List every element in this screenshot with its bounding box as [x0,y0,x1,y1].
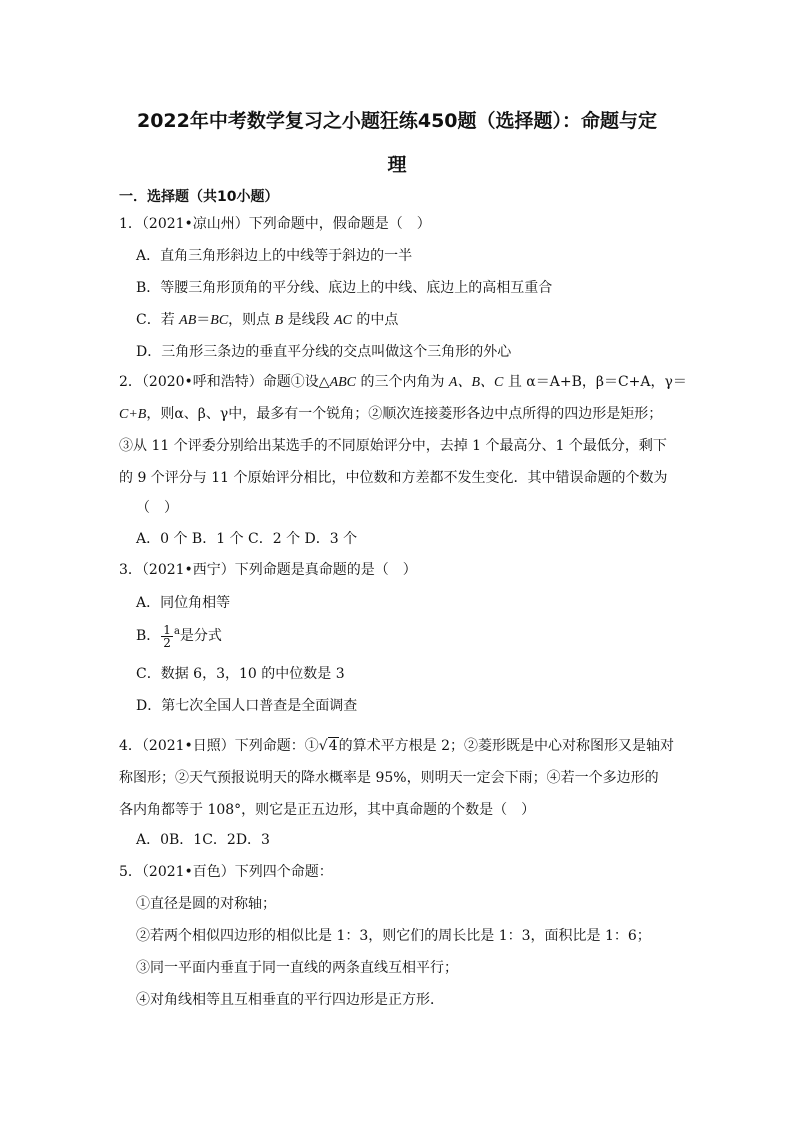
q2-l2-post: ，则α、β、γ中，最多有一个锐角；②顺次连接菱形各边中点所得的四边形是矩形； [146,406,663,422]
question-4-line-1 [119,736,679,756]
question-4-options: A．0B．1C．2D．3 [136,832,270,848]
fraction-numerator: 1 [163,622,171,637]
question-3-stem: 3．（2021•西宁）下列命题是真命题的是（ ） [119,562,417,578]
question-4-line-3: 各内角都等于 108°，则它是正五边形，其中真命题的个数是（ ） [119,802,536,818]
question-2-options: A．0 个 B．1 个 C．2 个 D．3 个 [136,531,358,547]
title-line-2: 理 [387,154,407,176]
question-5-item-2: ②若两个相似四边形的相似比是 1：3，则它们的周长比是 1：3，面积比是 1：6； [136,928,651,944]
sqrt-symbol: √4 [318,738,338,754]
question-1-option-a: A．直角三角形斜边上的中线等于斜边的一半 [136,248,413,264]
question-1-option-b: B．等腰三角形顶角的平分线、底边上的中线、底边上的高相互重合 [136,280,553,296]
q1c-ab: AB [179,313,197,328]
question-5-item-1: ①直径是圆的对称轴； [136,896,276,912]
fraction-one-half [161,624,173,649]
q3b-var: a [173,626,180,637]
q1c-b: B [274,313,284,328]
question-3-option-a: A．同位角相等 [136,595,231,611]
q1c-ac: AC [334,313,352,328]
question-2-line-2 [119,404,679,425]
q2-l2-pre: C+B [119,407,147,422]
title-line-1: 2022年中考数学复习之小题狂练450题（选择题）：命题与定 [136,110,658,132]
question-2-line-5: （ ） [136,500,178,516]
q1c-bc: BC [210,313,229,328]
q2-l1-abc2: A、B、C [448,375,504,390]
question-5-item-3: ③同一平面内垂直于同一直线的两条直线互相平行； [136,960,458,976]
q3b-post: 是分式 [179,628,222,644]
q1c-post: 的中点 [351,312,399,328]
page-title [110,99,684,187]
q2-l1-mid: 的三个内角为 [356,374,449,390]
q4-l1-pre: 4．（2021•日照）下列命题：① [119,738,319,754]
q1c-mid2: 是线段 [283,312,335,328]
question-5-item-4: ④对角线相等且互相垂直的平行四边形是正方形． [136,992,444,1008]
question-1-option-c [136,310,398,331]
question-4-line-2: 称图形；②天气预报说明天的降水概率是 95%，则明天一定会下雨；④若一个多边形的 [119,770,659,786]
q1c-pre: C．若 [136,312,180,328]
question-3-option-b [136,622,222,649]
section-heading: 一．选择题（共10小题） [119,189,279,205]
q1c-mid: ，则点 [228,312,275,328]
q1c-eq: ＝ [196,312,211,328]
question-3-option-c: C．数据 6，3，10 的中位数是 3 [136,666,345,682]
sqrt-radicand: 4 [328,738,338,754]
q4-l1-post: 的算术平方根是 2；②菱形既是中心对称图形又是轴对 [338,738,674,754]
question-3-option-d: D．第七次全国人口普查是全面调查 [136,698,358,714]
question-2-line-1 [119,372,687,393]
question-1-stem: 1．（2021•凉山州）下列命题中，假命题是（ ） [119,216,431,232]
q2-l1-post: 且 α＝A+B，β＝C+A，γ＝ [503,374,687,390]
q2-l1-pre: 2．（2020•呼和浩特）命题①设△ [119,374,330,390]
question-2-line-4: 的 9 个评分与 11 个原始评分相比，中位数和方差都不发生变化．其中错误命题的个数为 [119,470,668,486]
q2-l1-abc: ABC [329,375,357,390]
fraction-denominator: 2 [163,635,171,650]
question-1-option-d: D．三角形三条边的垂直平分线的交点叫做这个三角形的外心 [136,344,512,360]
q3b-pre: B． [136,628,161,644]
question-2-line-3: ③从 11 个评委分别给出某选手的不同原始评分中，去掉 1 个最高分、1 个最低分，剩下 [119,438,667,454]
question-5-stem: 5．（2021•百色）下列四个命题： [119,864,333,880]
